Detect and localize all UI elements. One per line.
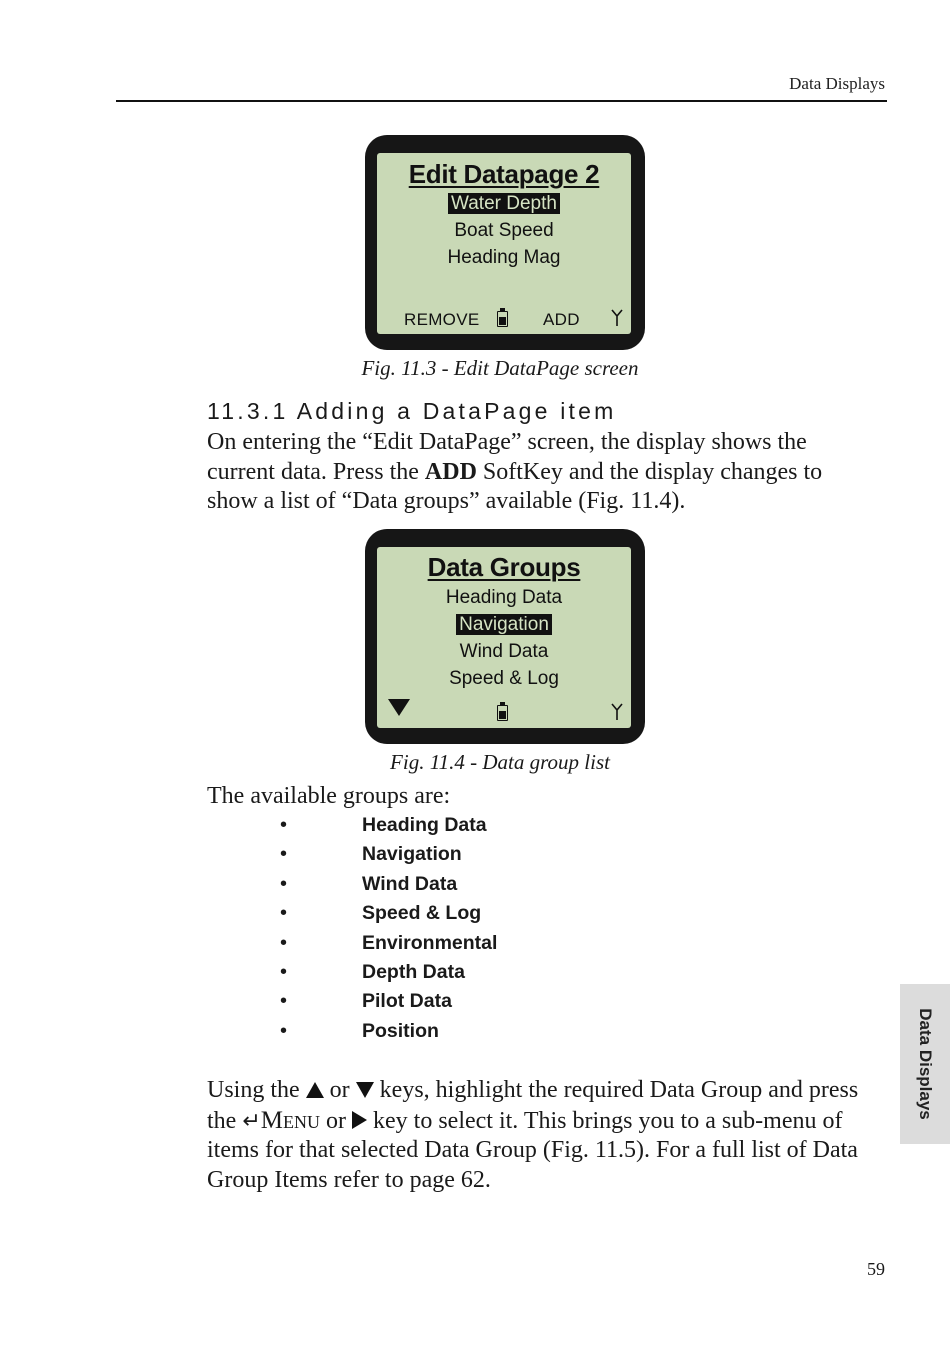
scroll-down-arrow-icon — [388, 699, 410, 716]
paragraph-instructions — [207, 1076, 867, 1195]
bullet: • — [280, 990, 288, 1013]
paragraph-intro-text-b: SoftKey and the display changes to show a list of “Data groups” available (Fig. 11.4). — [207, 458, 823, 514]
bullet: • — [280, 902, 288, 925]
bullet: • — [280, 843, 288, 866]
antenna-icon — [611, 703, 623, 721]
header-rule — [116, 100, 887, 102]
lcd-display — [377, 547, 631, 728]
group-name: Navigation — [362, 843, 462, 866]
right-arrow-key-icon — [352, 1111, 367, 1129]
lcd-item-wind-data: Wind Data — [459, 641, 549, 662]
bullet: • — [280, 1019, 288, 1042]
lcd-item-selected-label: Navigation — [456, 614, 552, 635]
lcd-item-boat-speed: Boat Speed — [454, 220, 554, 241]
group-name: Heading Data — [362, 814, 487, 836]
group-name: Speed & Log — [362, 902, 482, 925]
instructions-text-3: keys, highlight the required Data Group and press the — [207, 1077, 859, 1134]
lcd-item-navigation — [377, 614, 631, 636]
bullet: • — [280, 814, 288, 836]
bullet: • — [280, 960, 288, 983]
add-key-label: ADD — [424, 458, 477, 485]
lcd-screen-data-groups — [365, 529, 645, 744]
page-number: 59 — [867, 1259, 885, 1279]
paragraph-intro — [207, 428, 867, 517]
group-name: Position — [362, 1019, 439, 1042]
lcd-item-heading-data: Heading Data — [445, 587, 563, 608]
lcd-item-water-depth — [377, 193, 631, 215]
figure-caption-11-4: Fig. 11.4 - Data group list — [390, 750, 610, 774]
battery-icon — [497, 311, 508, 327]
side-tab — [900, 984, 950, 1144]
group-name: Pilot Data — [362, 990, 452, 1013]
side-tab-label: Data Displays — [916, 1008, 935, 1120]
section-heading: 11.3.1 Adding a DataPage item — [207, 398, 617, 424]
menu-key-label: Menu — [260, 1106, 320, 1134]
lcd-display — [377, 153, 631, 334]
group-name: Depth Data — [362, 960, 465, 983]
paragraph-intro-text-a: On entering the “Edit DataPage” screen, the display shows the current data. Press the — [207, 429, 807, 485]
group-name: Wind Data — [362, 872, 458, 895]
down-arrow-key-icon — [356, 1082, 374, 1098]
lcd-screen-edit-datapage — [365, 135, 645, 350]
instructions-text-1: Using the — [207, 1077, 306, 1103]
softkey-add-label: ADD — [543, 310, 580, 329]
lcd-item-heading-mag: Heading Mag — [447, 247, 561, 268]
antenna-icon — [611, 309, 623, 327]
bullet: • — [280, 872, 288, 895]
header-title: Data Displays — [789, 74, 885, 93]
bullet: • — [280, 931, 288, 954]
groups-intro: The available groups are: — [207, 783, 451, 809]
instructions-text-2: or — [323, 1077, 356, 1103]
lcd-title: Edit Datapage 2 — [408, 159, 600, 189]
up-arrow-key-icon — [306, 1082, 324, 1098]
figure-caption-11-3: Fig. 11.3 - Edit DataPage screen — [361, 356, 639, 380]
lcd-item-speed-log: Speed & Log — [449, 668, 559, 689]
enter-arrow-icon: ↵ — [242, 1107, 261, 1133]
lcd-item-selected-label: Water Depth — [448, 193, 560, 214]
group-name: Environmental — [362, 931, 498, 954]
instructions-text-4: or — [320, 1107, 352, 1134]
instructions-text-5: key to select it. This brings you to a sub-menu of items for that selected Data Group (Fig. 11.5). For a full list of Data Group Items refer to page 62. — [207, 1107, 858, 1193]
battery-icon — [497, 705, 508, 721]
softkey-remove-label: REMOVE — [404, 310, 480, 329]
lcd-title: Data Groups — [427, 552, 581, 582]
